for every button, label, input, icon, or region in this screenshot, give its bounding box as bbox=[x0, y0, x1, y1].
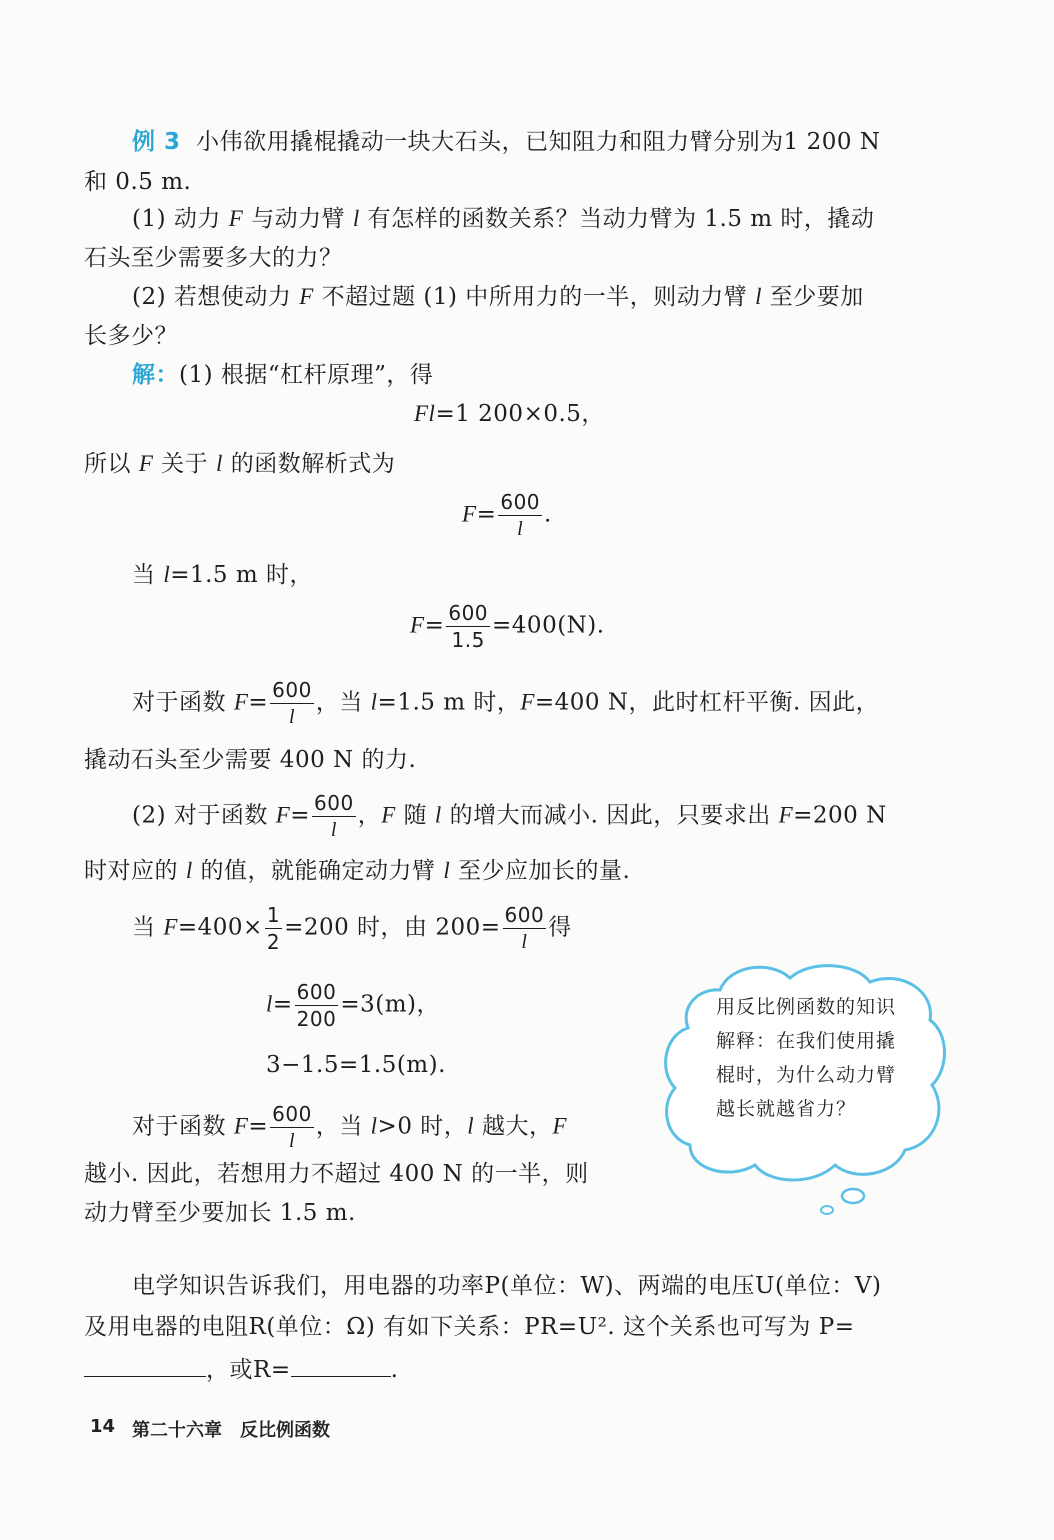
s7-c: 至少应加长的量. bbox=[450, 858, 631, 884]
page-number: 14 bbox=[90, 1416, 116, 1437]
frac-den: l bbox=[330, 819, 337, 841]
frac-den: 1.5 bbox=[451, 628, 485, 652]
frac-num: 600 bbox=[272, 1102, 312, 1126]
exercise-line-2: 及用电器的电阻R(单位：Ω) 有如下关系：PR=U². 这个关系也可写为 P= bbox=[84, 1314, 855, 1340]
exercise-line-3 bbox=[84, 1354, 398, 1385]
frac-num: 600 bbox=[448, 601, 489, 625]
var-F: F bbox=[778, 802, 794, 828]
var-F: F bbox=[410, 612, 425, 638]
fraction-600-over-1.5 bbox=[446, 603, 490, 650]
solution-line-6: (2) 对于函数 F= $\frac{600}{l}$ ，F 随 l 的增大而减小. 因此，只要求出 F=200 N bbox=[132, 791, 887, 841]
frac-num: 600 bbox=[314, 791, 354, 815]
q2-text-c: 至少要加 bbox=[761, 284, 864, 310]
frac-den: 200 bbox=[296, 1007, 337, 1031]
s9-d: 越大， bbox=[474, 1113, 553, 1140]
var-l: l bbox=[370, 689, 378, 715]
question-1-line-2: 石头至少需要多大的力？ bbox=[84, 245, 343, 271]
solution-line-3 bbox=[132, 560, 313, 590]
s8-b: =400× bbox=[177, 914, 263, 941]
var-F: F bbox=[299, 284, 314, 309]
equation-2: F= $\frac{600}{l}$ . bbox=[462, 490, 552, 540]
solution-line-2 bbox=[84, 449, 395, 479]
chapter-title: 第二十六章 反比例函数 bbox=[132, 1420, 330, 1441]
eq2-text: . bbox=[544, 501, 552, 528]
s4-a: 对于函数 bbox=[132, 689, 234, 716]
s4-b: ，当 bbox=[315, 689, 371, 716]
var-F: F bbox=[228, 206, 244, 231]
var-l: l bbox=[467, 1113, 475, 1139]
var-F: F bbox=[275, 802, 291, 828]
s9-a: 对于函数 bbox=[132, 1113, 234, 1140]
s4-c: =1.5 m 时， bbox=[377, 689, 521, 716]
frac-num: 600 bbox=[504, 903, 545, 927]
fraction-600-over-200 bbox=[295, 982, 339, 1029]
answer-blank-P[interactable] bbox=[84, 1354, 206, 1377]
fraction-600-over-l bbox=[503, 905, 547, 952]
q2-text-a: (2) 若想使动力 bbox=[132, 284, 300, 310]
s2-b: 关于 bbox=[153, 451, 216, 477]
thought-cloud-text: 用反比例函数的知识解释：在我们使用撬棍时，为什么动力臂越长就越省力？ bbox=[716, 996, 897, 1120]
s2-a: 所以 bbox=[84, 451, 139, 477]
var-l: l bbox=[755, 284, 762, 309]
var-Fl: Fl bbox=[414, 401, 436, 426]
example-label: 例 3 bbox=[132, 129, 181, 155]
equation-3: F= $\frac{600}{1.5}$ =400(N). bbox=[410, 601, 605, 652]
frac-den: 2 bbox=[266, 930, 281, 954]
q1-text-a: (1) 动力 bbox=[132, 206, 229, 232]
s6-a: (2) 对于函数 bbox=[132, 802, 276, 829]
frac-num: 600 bbox=[296, 980, 337, 1004]
answer-blank-R[interactable] bbox=[291, 1354, 391, 1377]
example-text-1: 小伟欲用撬棍撬动一块大石头，已知阻力和阻力臂分别为1 200 N bbox=[196, 129, 881, 155]
question-2-line-2: 长多少？ bbox=[84, 323, 178, 349]
var-l: l bbox=[434, 802, 442, 828]
var-l: l bbox=[163, 562, 171, 587]
exercise-text-3b: . bbox=[390, 1357, 399, 1383]
solution-line-8 bbox=[132, 905, 572, 952]
fraction-600-over-l bbox=[270, 1104, 314, 1151]
var-l: l bbox=[185, 858, 193, 883]
var-F: F bbox=[462, 501, 477, 527]
s8-d: 得 bbox=[548, 914, 572, 941]
question-1-line-1 bbox=[132, 204, 874, 234]
s6-c: 随 bbox=[395, 802, 435, 829]
var-l: l bbox=[216, 451, 223, 476]
var-l: l bbox=[370, 1113, 378, 1139]
equation-4: l= $\frac{600}{200}$ =3(m)， bbox=[266, 980, 441, 1031]
frac-den: l bbox=[288, 706, 296, 728]
s7-a: 时对应的 bbox=[84, 858, 186, 884]
s3-a: 当 bbox=[132, 562, 164, 588]
s8-a: 当 bbox=[132, 914, 164, 941]
var-F: F bbox=[233, 689, 249, 715]
eq1-text: =1 200×0.5， bbox=[435, 401, 605, 427]
var-F: F bbox=[138, 451, 154, 476]
solution-label: 解： bbox=[132, 362, 179, 388]
var-F: F bbox=[233, 1113, 249, 1139]
fraction-600-over-l bbox=[270, 680, 314, 727]
example-line-2: 和 0.5 m. bbox=[84, 169, 192, 195]
s7-b: 的值，就能确定动力臂 bbox=[192, 858, 444, 884]
frac-den: l bbox=[517, 518, 524, 540]
s2-c: 的函数解析式为 bbox=[222, 451, 396, 477]
exercise-line-1: 电学知识告诉我们，用电器的功率P(单位：W)、两端的电压U(单位：V) bbox=[132, 1273, 882, 1299]
var-F: F bbox=[163, 914, 178, 940]
fraction-1-over-2 bbox=[265, 905, 282, 952]
s9-b: ，当 bbox=[315, 1113, 371, 1140]
exercise-text-3a: ，或R= bbox=[206, 1357, 291, 1383]
s3-b: =1.5 m 时， bbox=[170, 562, 313, 588]
solution-line-1 bbox=[132, 360, 433, 390]
solution-line-10: 越小. 因此，若想用力不超过 400 N 的一半，则 bbox=[84, 1161, 589, 1187]
frac-den: l bbox=[521, 931, 528, 953]
q1-text-b: 与动力臂 bbox=[243, 206, 353, 232]
var-F: F bbox=[552, 1113, 568, 1139]
equation-1 bbox=[414, 399, 605, 429]
eq3-text: =400(N). bbox=[492, 612, 605, 639]
eq4-text: =3(m)， bbox=[340, 991, 441, 1018]
equation-5: 3−1.5=1.5(m). bbox=[266, 1052, 446, 1078]
var-l: l bbox=[352, 206, 360, 231]
s4-d: =400 N，此时杠杆平衡. 因此， bbox=[534, 689, 880, 716]
frac-den: l bbox=[288, 1130, 296, 1152]
solution-line-9: 对于函数 F= $\frac{600}{l}$ ，当 l>0 时，l 越大，F bbox=[132, 1102, 568, 1152]
fraction-600-over-l bbox=[312, 793, 356, 840]
solution-line-5: 撬动石头至少需要 400 N 的力. bbox=[84, 747, 417, 773]
solution-line-4: 对于函数 F= $\frac{600}{l}$ ，当 l=1.5 m 时，F=400 N，此时杠杆平衡. 因此， bbox=[132, 678, 880, 728]
frac-num: 600 bbox=[272, 678, 312, 702]
s9-c: >0 时， bbox=[377, 1113, 468, 1140]
frac-num: 1 bbox=[266, 903, 281, 927]
fraction-600-over-l bbox=[498, 492, 542, 539]
solution-line-11: 动力臂至少要加长 1.5 m. bbox=[84, 1200, 356, 1226]
var-F: F bbox=[381, 802, 396, 828]
solution-text-1: (1) 根据“杠杆原理”，得 bbox=[179, 362, 434, 388]
frac-num: 600 bbox=[500, 490, 541, 514]
var-l: l bbox=[443, 858, 451, 883]
var-F: F bbox=[520, 689, 535, 715]
example-line-1 bbox=[132, 127, 880, 157]
s8-c: =200 时，由 200= bbox=[284, 914, 501, 941]
var-l: l bbox=[266, 991, 273, 1017]
solution-line-7 bbox=[84, 856, 630, 886]
s6-d: 的增大而减小. 因此，只要求出 bbox=[441, 802, 779, 829]
s6-b: ， bbox=[357, 802, 382, 829]
q2-text-b: 不超过题 (1) 中所用力的一半，则动力臂 bbox=[313, 284, 756, 310]
s6-e: =200 N bbox=[793, 802, 887, 829]
question-2-line-1 bbox=[132, 282, 864, 312]
q1-text-c: 有怎样的函数关系？当动力臂为 1.5 m 时，撬动 bbox=[359, 206, 875, 232]
